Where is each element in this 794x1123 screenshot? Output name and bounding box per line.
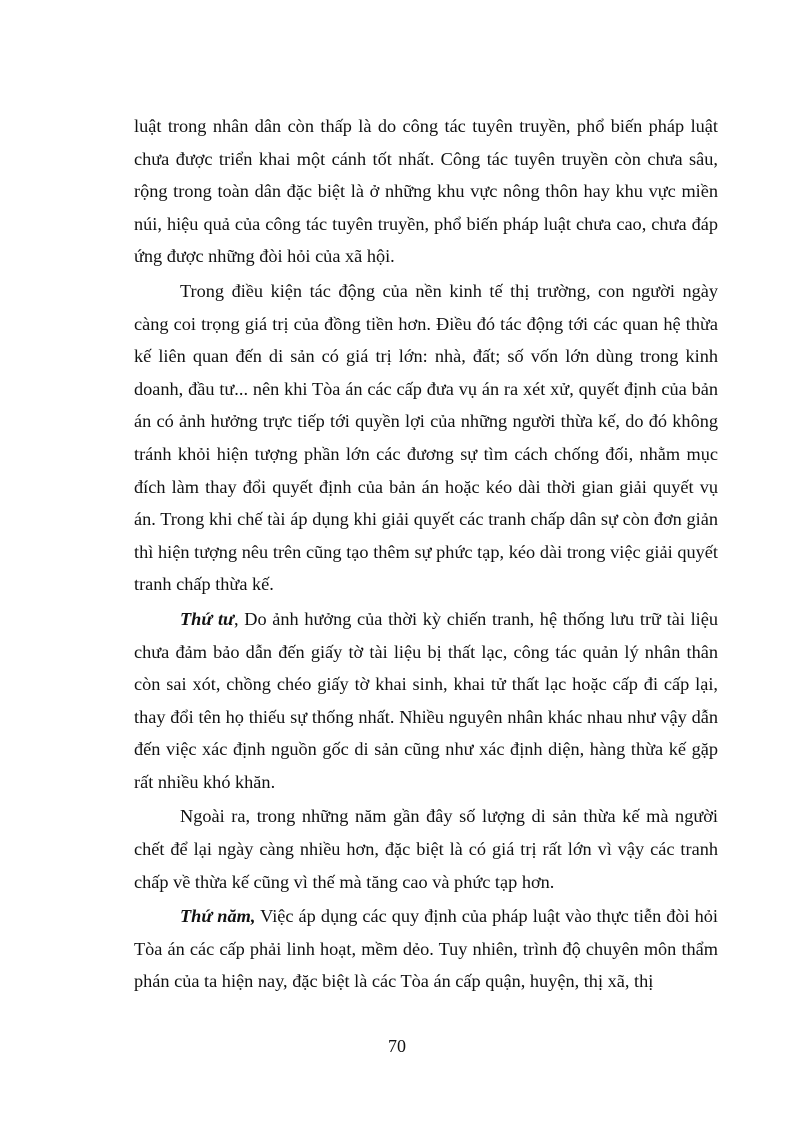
paragraph-4	[134, 800, 718, 898]
paragraph-4-text: Ngoài ra, trong những năm gần đây số lượng di sản thừa kế mà người chết để lại ngày càng nhiều hơn, đặc biệt là có giá trị rất lớn vì vậy các tranh chấp về thừa kế cũng vì thế mà tăng cao và phức tạp hơn.	[134, 806, 718, 892]
paragraph-1-text: luật trong nhân dân còn thấp là do công tác tuyên truyền, phổ biến pháp luật chưa được triển khai một cánh tốt nhất. Công tác tuyên truyền còn chưa sâu, rộng trong toàn dân đặc biệt là ở những khu vực nông thôn hay khu vực miền núi, hiệu quả của công tác tuyên truyền, phổ biến pháp luật chưa cao, chưa đáp ứng được những đòi hỏi của xã hội.	[134, 116, 718, 267]
paragraph-1	[134, 110, 718, 273]
page-body	[134, 110, 718, 998]
page-number: 70	[388, 1036, 406, 1056]
paragraph-2-text: Trong điều kiện tác động của nền kinh tế thị trường, con người ngày càng coi trọng giá trị của đồng tiền hơn. Điều đó tác động tới các quan hệ thừa kế liên quan đến di sản có giá trị lớn: nhà, đất; số vốn lớn dùng trong kinh doanh, đầu tư... nên khi Tòa án các cấp đưa vụ án ra xét xử, quyết định của bản án có ảnh hưởng trực tiếp tới quyền lợi của những người thừa kế, do đó không tránh khỏi hiện tượng phần lớn các đương sự tìm cách chống đối, nhằm mục đích làm thay đổi quyết định của bản án hoặc kéo dài thời gian giải quyết vụ án. Trong khi chế tài áp dụng khi giải quyết các tranh chấp dân sự còn đơn giản thì hiện tượng nêu trên cũng tạo thêm sự phức tạp, kéo dài trong việc giải quyết tranh chấp thừa kế.	[134, 280, 718, 595]
paragraph-3-lead: Thứ tư	[180, 608, 235, 629]
paragraph-3-text: , Do ảnh hưởng của thời kỳ chiến tranh, hệ thống lưu trữ tài liệu chưa đảm bảo dẫn đến giấy tờ tài liệu bị thất lạc, công tác quản lý nhân thân còn sai xót, chồng chéo giấy tờ khai sinh, khai tử thất lạc hoặc cấp đi cấp lại, thay đổi tên họ thiếu sự thống nhất. Nhiều nguyên nhân khác nhau như vậy dẫn đến việc xác định nguồn gốc di sản cũng như xác định diện, hàng thừa kế gặp rất nhiều khó khăn.	[134, 608, 719, 792]
paragraph-5-text: Việc áp dụng các quy định của pháp luật vào thực tiễn đòi hỏi Tòa án các cấp phải linh hoạt, mềm dẻo. Tuy nhiên, trình độ chuyên môn thẩm phán của ta hiện nay, đặc biệt là các Tòa án cấp quận, huyện, thị xã, thị	[134, 906, 718, 992]
paragraph-3	[134, 603, 718, 799]
paragraph-5-lead: Thứ năm,	[180, 906, 256, 927]
paragraph-2	[134, 275, 718, 601]
paragraph-5	[134, 900, 718, 998]
